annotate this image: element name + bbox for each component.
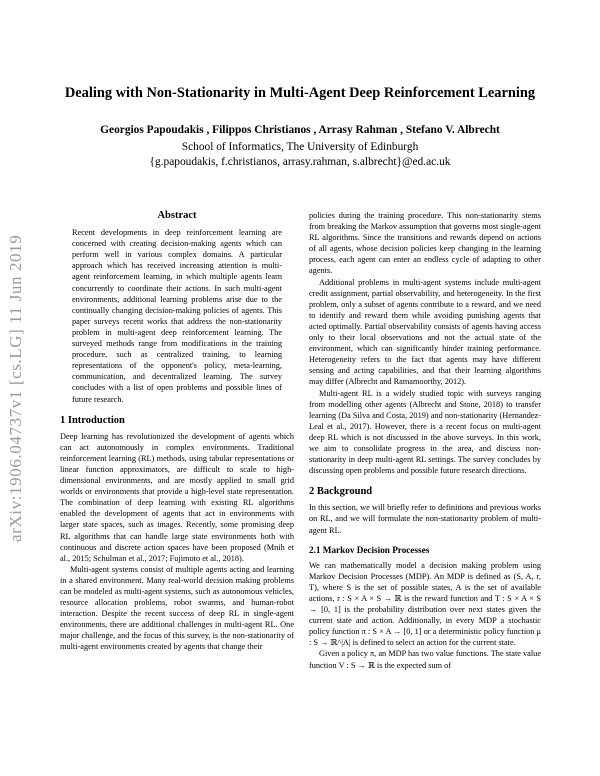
intro-paragraph: Deep learning has revolutionized the development of agents which can act autonomously in complex environments. Traditional reinforcement learning (RL) methods, using tabular representations or linear function approximators, are difficult to scale to high-dimensional environments, and are mostly applied to small grid worlds or environments that provide a high-level state representation. The combination of deep learning with existing RL algorithms enabled the development of agents that act in environments with larger state spaces, such as images. Recently, some promising deep RL algorithms that can handle large state environments both with continuous and discrete action spaces have been proposed (Mnih et al., 2015; Schulman et al., 2017; Fujimoto et al., 2018).	[60, 431, 294, 563]
mdp-subsection-heading: 2.1 Markov Decision Processes	[309, 544, 430, 555]
abstract-text: Recent developments in deep reinforcement learning are concerned with creating decision-making agents which can perform well in various complex domains. A particular approach which has received increasing attention is multi-agent reinforcement learning, in which multiple agents learn concurrently to coordinate their actions. In such multi-agent environments, additional learning problems arise due to the continually changing decision-making policies of agents. This paper surveys recent works that address the non-stationarity problem in multi-agent deep reinforcement learning. The surveyed methods range from modifications in the training procedure, such as centralized training, to learning representations of the opponent's policy, meta-learning, communication, and decentralized learning. The survey concludes with a list of open problems and possible lines of future research.	[72, 228, 282, 404]
background-heading: 2 Background	[309, 486, 373, 498]
introduction-heading: 1 Introduction	[60, 414, 125, 426]
left-column	[60, 210, 294, 653]
author-emails: {g.papoudakis, f.christianos, arrasy.rahman, s.albrecht}@ed.ac.uk	[149, 156, 451, 168]
intro-paragraph: policies during the training procedure. This non-stationarity stems from breaking the Markov assumption that governs most single-agent RL algorithms. Since the transitions and rewards depend on actions of all agents, whose decision policies keep changing in the learning process, each agent can enter an endless cycle of adapting to other agents.	[309, 211, 541, 276]
right-column	[309, 210, 541, 671]
abstract-body	[60, 227, 294, 405]
paper-title: Dealing with Non-Stationarity in Multi-Agent Deep Reinforcement Learning	[64, 85, 536, 101]
background-paragraph: In this section, we will briefly refer to definitions and previous works on RL, and we will formulate the non-stationarity problem of multi-agent RL.	[309, 503, 541, 535]
abstract-heading: Abstract	[157, 210, 197, 221]
intro-paragraph: Additional problems in multi-agent systems include multi-agent credit assignment, partial observability, and heterogeneity. In the first problem, only a subset of agents contribute to a reward, and we need to identify and reward them while avoiding punishing agents that acted optimally. Partial observability consists of agents having access only to their local observations and not the actual state of the environment, which can significantly hinder training performance. Heterogeneity refers to the fact that agents may have different sensing and acting capabilities, and that their learning algorithms may differ (Albrecht and Ramamoorthy, 2012).	[309, 277, 541, 387]
author-list: Georgios Papoudakis , Filippos Christianos , Arrasy Rahman , Stefano V. Albrecht	[100, 124, 500, 136]
arxiv-identifier: arXiv:1906.04737v1 [cs.LG] 11 Jun 2019	[6, 234, 25, 542]
affiliation: School of Informatics, The University of Edinburgh	[181, 141, 419, 153]
background-paragraph: Given a policy π, an MDP has two value functions. The state value function V : S → ℝ is the expected sum of	[309, 649, 541, 670]
intro-paragraph: Multi-agent RL is a widely studied topic with surveys ranging from modelling other agents (Albrecht and Stone, 2018) to transfer learning (Da Silva and Costa, 2019) and non-stationarity (Hernandez-Leal et al., 2017). However, there is a recent focus on multi-agent deep RL which is not discussed in the above surveys. In this work, we aim to consolidate progress in the area, and discuss non-stationarity in deep multi-agent RL settings. The survey concludes by discussing open problems and possible future research directions.	[309, 388, 541, 476]
background-paragraph: We can mathematically model a decision making problem using Markov Decision Processes (MDP). An MDP is defined as (S, A, r, T), where S is the set of possible states, A is the set of available actions, r : S × A × S → ℝ is the reward function and T : S × A × S → [0, 1] is the probability distribution over next states given the current state and action. Additionally, in every MDP a stochastic policy function π : S × A → [0, 1] or a deterministic policy function μ : S → ℝ^|A| is defined to select an action for the current state.	[309, 560, 541, 648]
intro-paragraph: Multi-agent systems consist of multiple agents acting and learning in a shared environment. Many real-world decision making problems can be modeled as multi-agent systems, such as autonomous vehicles, resource allocation problems, robot swarms, and human-robot interaction. Despite the recent success of deep RL in single-agent environments, there are additional challenges in multi-agent RL. One major challenge, and the focus of this survey, is the non-stationarity of multi-agent environments created by agents that change their	[60, 564, 294, 652]
